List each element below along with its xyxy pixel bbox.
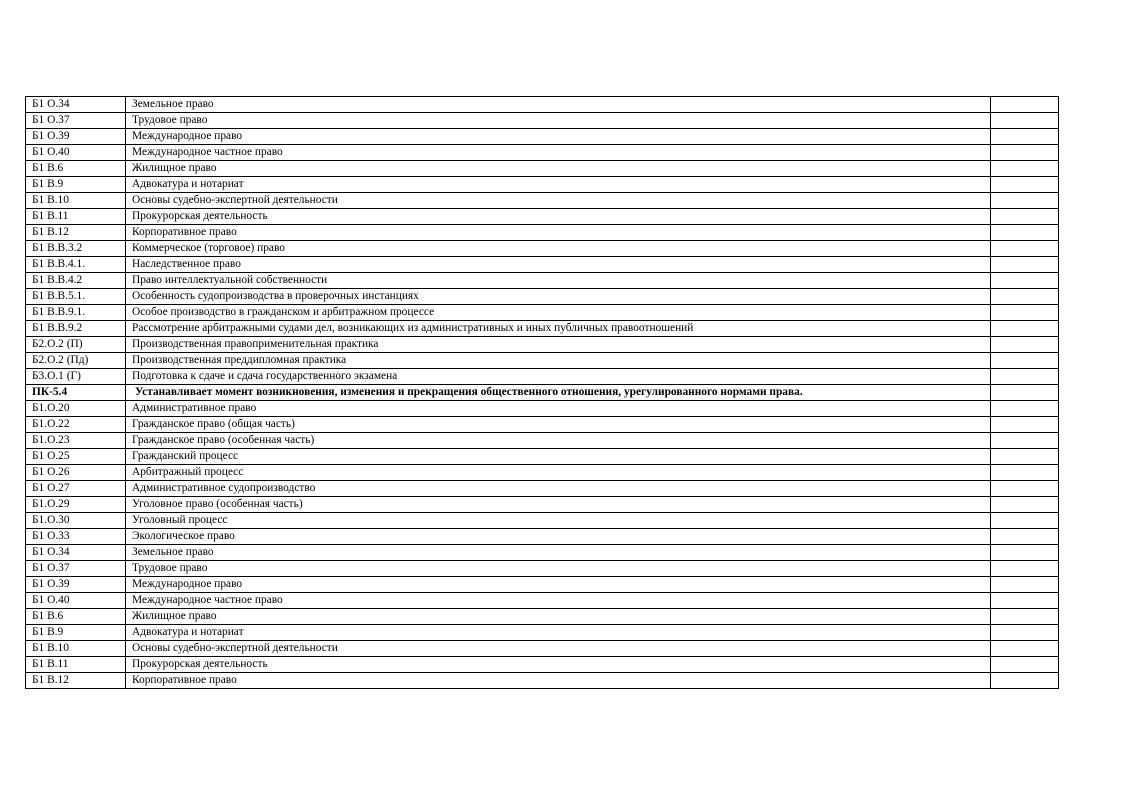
table-row [26,433,1059,449]
empty-cell [991,513,1059,529]
discipline-code: Б1 В.6 [26,609,126,625]
table-row [26,561,1059,577]
empty-cell [991,289,1059,305]
table-row [26,97,1059,113]
discipline-name: Гражданский процесс [126,449,991,465]
discipline-name: Адвокатура и нотариат [126,177,991,193]
discipline-code: Б1 О.40 [26,593,126,609]
empty-cell [991,641,1059,657]
discipline-code: Б1 В.В.4.1. [26,257,126,273]
table-row [26,641,1059,657]
table-row [26,353,1059,369]
table-row [26,241,1059,257]
discipline-name: Прокурорская деятельность [126,657,991,673]
table-row [26,161,1059,177]
empty-cell [991,449,1059,465]
empty-cell [991,417,1059,433]
discipline-name: Международное право [126,129,991,145]
discipline-name: Уголовный процесс [126,513,991,529]
table-row [26,465,1059,481]
discipline-name: Трудовое право [126,113,991,129]
discipline-code: Б1.О.22 [26,417,126,433]
discipline-name: Экологическое право [126,529,991,545]
discipline-code: Б3.О.1 (Г) [26,369,126,385]
discipline-code: Б1 В.9 [26,625,126,641]
discipline-name: Жилищное право [126,161,991,177]
table-row [26,625,1059,641]
empty-cell [991,609,1059,625]
table-row [26,577,1059,593]
discipline-name: Право интеллектуальной собственности [126,273,991,289]
table-row [26,145,1059,161]
empty-cell [991,353,1059,369]
empty-cell [991,433,1059,449]
discipline-name: Корпоративное право [126,673,991,689]
discipline-code: Б1.О.30 [26,513,126,529]
table-row [26,401,1059,417]
competency-heading-row [26,385,1059,401]
empty-cell [991,193,1059,209]
discipline-code: Б1 В.В.4.2 [26,273,126,289]
discipline-code: Б1.О.23 [26,433,126,449]
discipline-code: Б1 В.В.3.2 [26,241,126,257]
empty-cell [991,113,1059,129]
discipline-name: Гражданское право (общая часть) [126,417,991,433]
discipline-name: Наследственное право [126,257,991,273]
competency-description: Устанавливает момент возникновения, изменения и прекращения общественного отношения, урегулированного нормами права. [126,385,991,401]
empty-cell [991,161,1059,177]
discipline-name: Корпоративное право [126,225,991,241]
discipline-name: Подготовка к сдаче и сдача государственного экзамена [126,369,991,385]
discipline-name: Основы судебно-экспертной деятельности [126,641,991,657]
table-row [26,545,1059,561]
discipline-name: Административное право [126,401,991,417]
empty-cell [991,225,1059,241]
discipline-code: Б1 О.37 [26,561,126,577]
discipline-code: Б1 О.27 [26,481,126,497]
empty-cell [991,321,1059,337]
table-row [26,497,1059,513]
discipline-name: Коммерческое (торговое) право [126,241,991,257]
discipline-name: Международное частное право [126,145,991,161]
table-row [26,273,1059,289]
table-row [26,193,1059,209]
discipline-code: Б1 В.10 [26,641,126,657]
table-row [26,129,1059,145]
discipline-name: Жилищное право [126,609,991,625]
discipline-code: Б1.О.20 [26,401,126,417]
discipline-name: Рассмотрение арбитражными судами дел, возникающих из административных и иных публичных правоотношений [126,321,991,337]
table-row [26,177,1059,193]
discipline-name: Производственная преддипломная практика [126,353,991,369]
discipline-code: Б1 О.26 [26,465,126,481]
table-row [26,289,1059,305]
discipline-name: Международное право [126,577,991,593]
empty-cell [991,497,1059,513]
discipline-name: Земельное право [126,97,991,113]
discipline-name: Производственная правоприменительная практика [126,337,991,353]
empty-cell [991,129,1059,145]
empty-cell [991,257,1059,273]
discipline-code: Б2.О.2 (Пд) [26,353,126,369]
competency-discipline-table [25,96,1059,689]
table-row [26,257,1059,273]
table-row [26,609,1059,625]
discipline-name: Земельное право [126,545,991,561]
table-row [26,481,1059,497]
empty-cell [991,273,1059,289]
discipline-code: Б1 О.37 [26,113,126,129]
discipline-name: Адвокатура и нотариат [126,625,991,641]
table-row [26,209,1059,225]
discipline-code: Б1 В.10 [26,193,126,209]
empty-cell [991,481,1059,497]
table-row [26,369,1059,385]
discipline-name: Международное частное право [126,593,991,609]
discipline-code: Б1 О.25 [26,449,126,465]
empty-cell [991,561,1059,577]
discipline-code: Б2.О.2 (П) [26,337,126,353]
table-row [26,657,1059,673]
discipline-code: Б1 В.В.5.1. [26,289,126,305]
discipline-name: Основы судебно-экспертной деятельности [126,193,991,209]
discipline-code: Б1.О.29 [26,497,126,513]
discipline-code: Б1 В.11 [26,657,126,673]
table-row [26,673,1059,689]
discipline-code: Б1 В.12 [26,673,126,689]
empty-cell [991,97,1059,113]
discipline-name: Арбитражный процесс [126,465,991,481]
empty-cell [991,305,1059,321]
discipline-name: Трудовое право [126,561,991,577]
discipline-code: Б1 В.12 [26,225,126,241]
empty-cell [991,625,1059,641]
empty-cell [991,369,1059,385]
table-row [26,593,1059,609]
empty-cell [991,209,1059,225]
empty-cell [991,401,1059,417]
table-body [26,97,1059,689]
empty-cell [991,529,1059,545]
empty-cell [991,145,1059,161]
discipline-code: Б1 В.В.9.1. [26,305,126,321]
table-row [26,321,1059,337]
discipline-name: Прокурорская деятельность [126,209,991,225]
discipline-name: Гражданское право (особенная часть) [126,433,991,449]
discipline-code: Б1 В.11 [26,209,126,225]
discipline-name: Особенность судопроизводства в проверочных инстанциях [126,289,991,305]
empty-cell [991,657,1059,673]
discipline-code: Б1 О.40 [26,145,126,161]
table-row [26,513,1059,529]
empty-cell [991,577,1059,593]
discipline-code: Б1 В.9 [26,177,126,193]
empty-cell [991,593,1059,609]
discipline-name: Особое производство в гражданском и арбитражном процессе [126,305,991,321]
empty-cell [991,545,1059,561]
discipline-code: Б1 О.39 [26,129,126,145]
table-row [26,305,1059,321]
discipline-code: Б1 О.34 [26,97,126,113]
table-row [26,449,1059,465]
discipline-name: Уголовное право (особенная часть) [126,497,991,513]
table-row [26,225,1059,241]
empty-cell [991,385,1059,401]
table-row [26,113,1059,129]
discipline-code: Б1 О.33 [26,529,126,545]
competency-code: ПК-5.4 [26,385,126,401]
empty-cell [991,177,1059,193]
table-row [26,529,1059,545]
discipline-code: Б1 В.В.9.2 [26,321,126,337]
table-row [26,337,1059,353]
table-row [26,417,1059,433]
discipline-code: Б1 В.6 [26,161,126,177]
discipline-code: Б1 О.34 [26,545,126,561]
empty-cell [991,465,1059,481]
discipline-code: Б1 О.39 [26,577,126,593]
empty-cell [991,673,1059,689]
empty-cell [991,337,1059,353]
discipline-name: Административное судопроизводство [126,481,991,497]
empty-cell [991,241,1059,257]
